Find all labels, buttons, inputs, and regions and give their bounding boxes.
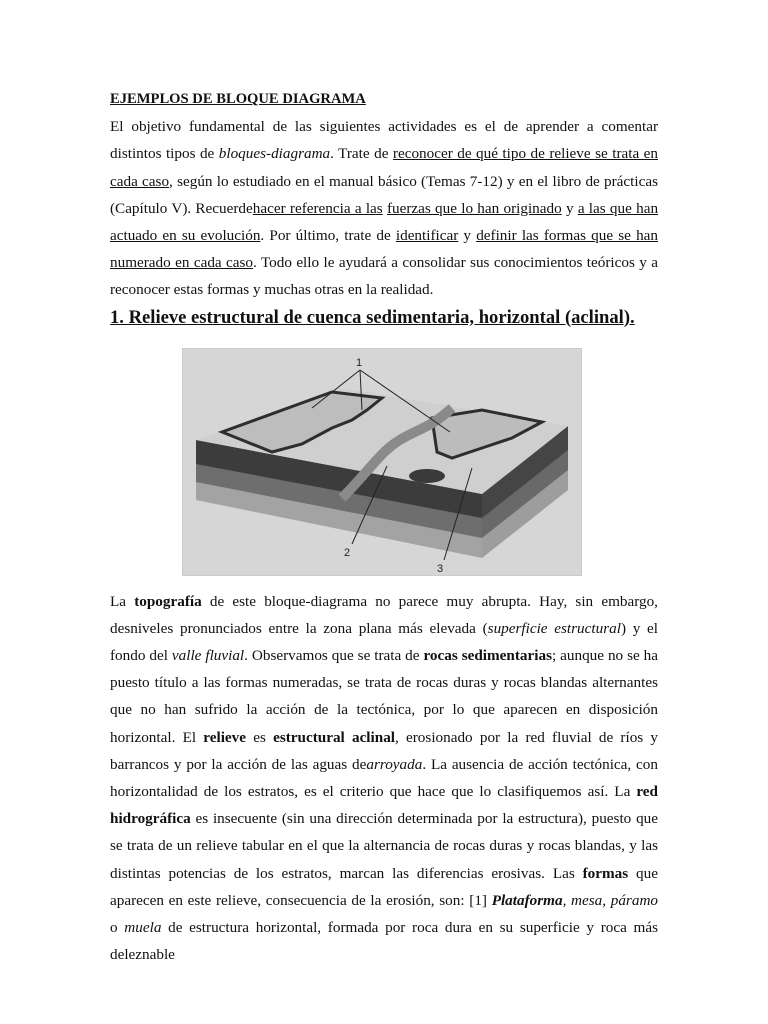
body-text: de estructura horizontal, formada por roca dura en su superficie y roca más deleznable (110, 919, 658, 964)
body-text: es insecuente (sin una dirección determinada por la estructura), puesto que se trata de un relieve tabular en el que la alternancia de rocas duras y rocas blandas, y las distintas potencias de los estratos, marcan las diferencias erosivas. Las (110, 810, 658, 882)
intro-underlined: hacer referencia a las (252, 199, 383, 217)
intro-text: El objetivo fundamental de las siguientes actividades es el de aprender a comentar distintos tipos de (110, 118, 658, 163)
intro-text: y (458, 227, 477, 245)
body-bold: topografía (134, 592, 202, 610)
document-heading: EJEMPLOS DE BLOQUE DIAGRAMA (110, 91, 366, 107)
body-text: que aparecen en este relieve, consecuencia de la erosión, son: [1] (110, 864, 658, 909)
body-text: La (110, 592, 135, 610)
body-italic: , mesa, páramo (562, 891, 659, 909)
intro-underlined: a las que han actuado en su evolución (110, 199, 659, 245)
intro-text: , según lo estudiado en el manual básico (Temas 7-12) y en el libro de prácticas (Capítulo V). Recuerde (110, 172, 658, 217)
intro-paragraph (110, 113, 658, 303)
intro-text: y (561, 199, 578, 217)
body-text: . Observamos que se trata de (244, 647, 424, 665)
body-italic: muela (124, 919, 162, 937)
figure-label-2: 2 (344, 546, 351, 559)
body-text: ) y el fondo del (110, 619, 658, 665)
block-diagram-image (182, 348, 582, 576)
intro-italic: bloques-diagrama (218, 145, 331, 163)
figure-label-3: 3 (437, 562, 444, 575)
intro-underlined: reconocer de qué tipo de relieve se trata en cada caso (110, 145, 659, 190)
body-text: de este bloque-diagrama no parece muy abrupta. Hay, sin embargo, desniveles pronunciados entre la zona plana más elevada ( (110, 592, 658, 637)
body-italic: arroyada (366, 755, 423, 773)
intro-text: . Trate de (330, 145, 393, 163)
block-diagram-figure (110, 348, 658, 576)
body-bold: red hidrográfica (110, 783, 658, 828)
intro-text: . Por último, trate de (260, 227, 396, 245)
body-bold-italic: Plataforma (491, 891, 563, 909)
body-bold: rocas sedimentarias (423, 647, 552, 665)
body-text: es (246, 728, 274, 746)
body-text: , erosionado por la red fluvial de ríos y barrancos y por la acción de las aguas de (110, 728, 659, 773)
butte (409, 469, 445, 483)
body-bold: estructural aclinal (273, 728, 396, 746)
figure-label-1: 1 (356, 356, 363, 369)
intro-underlined: identificar (395, 227, 459, 245)
intro-text: . Todo ello le ayudará a consolidar sus conocimientos teóricos y a reconocer estas formas y muchas otras en la realidad. (110, 254, 658, 299)
body-text: . La ausencia de acción tectónica, con horizontalidad de los estratos, es el criterio que hace que lo clasifiquemos así. La (110, 755, 658, 801)
body-paragraph (110, 588, 658, 969)
body-text: o (110, 919, 125, 937)
body-bold: formas (582, 864, 629, 882)
section-title: 1. Relieve estructural de cuenca sedimentaria, horizontal (aclinal). (110, 306, 635, 328)
intro-underlined: fuerzas que lo han originado (386, 199, 562, 217)
intro-underlined: definir las formas que se han numerado en cada caso (110, 227, 658, 272)
body-bold: relieve (203, 728, 247, 746)
body-text: ; aunque no se ha puesto título a las formas numeradas, se trata de rocas duras y rocas blandas alternantes que no han sufrido la acción de la tectónica, por lo que aparecen en disposición horizontal. El (110, 647, 659, 746)
body-italic: superficie estructural (487, 619, 621, 637)
document-body (110, 86, 658, 968)
body-italic: valle fluvial (171, 647, 245, 665)
